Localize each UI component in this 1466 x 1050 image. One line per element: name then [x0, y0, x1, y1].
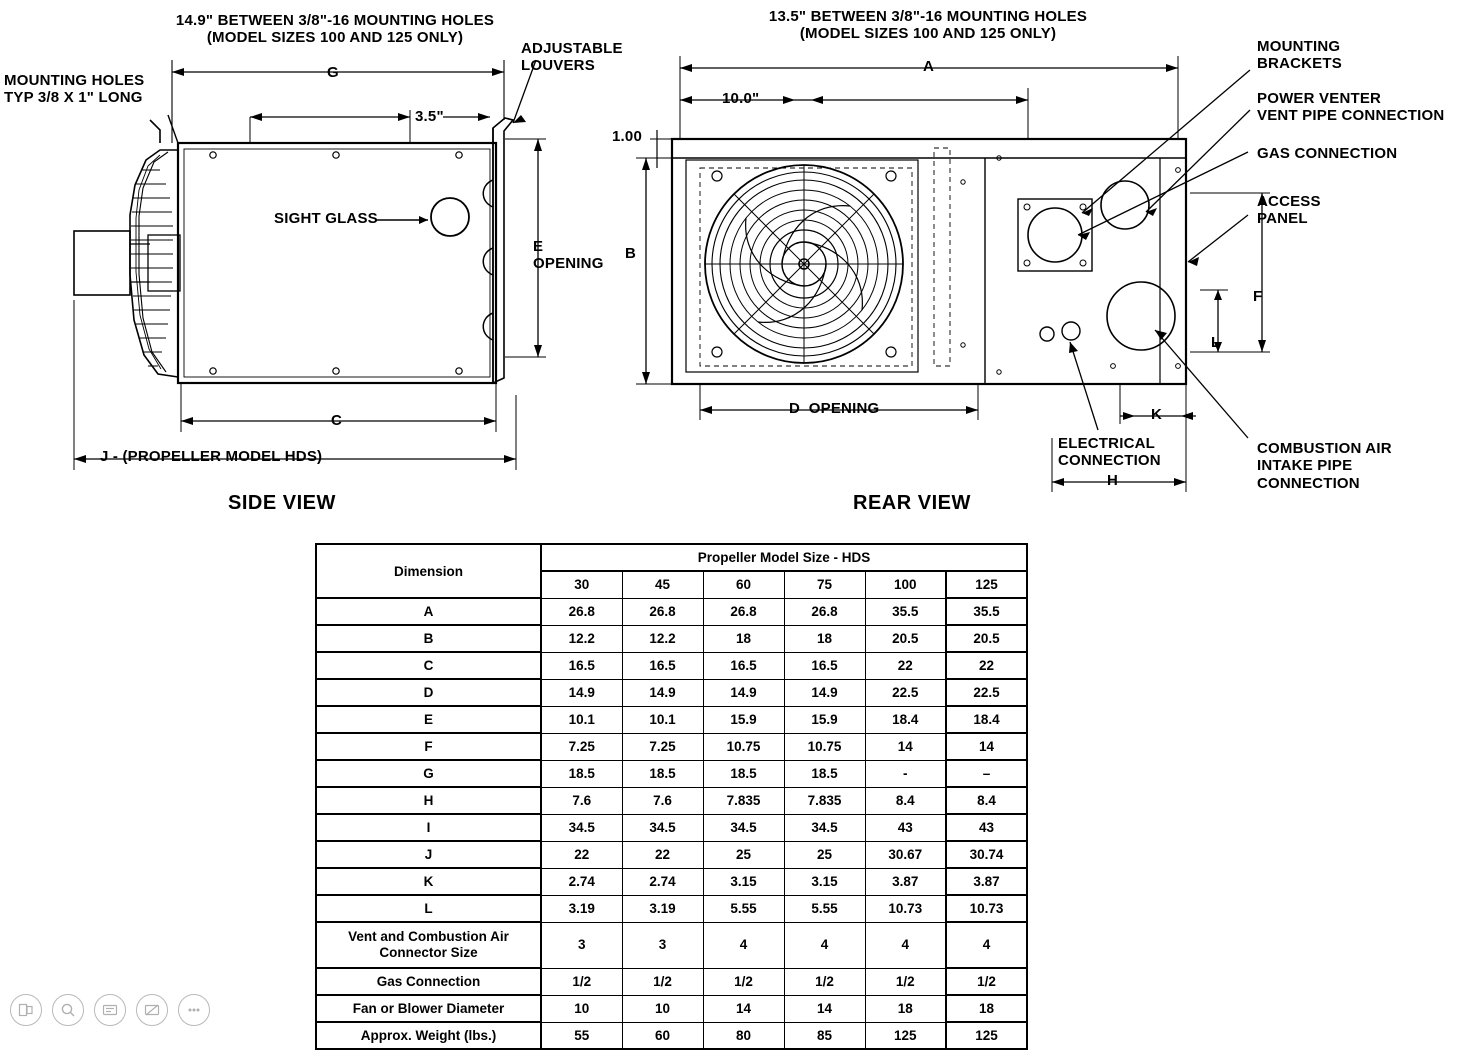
table-cell: 2.74	[541, 868, 622, 895]
adjustable-louvers-label: ADJUSTABLE LOUVERS	[521, 40, 623, 75]
table-cell: 8.4	[946, 787, 1027, 814]
table-cell: 125	[865, 1022, 946, 1049]
table-cell: 14.9	[703, 679, 784, 706]
sight-glass-label: SIGHT GLASS	[274, 210, 378, 227]
table-row	[316, 841, 1027, 868]
table-cell: 80	[703, 1022, 784, 1049]
table-cell: 26.8	[703, 598, 784, 625]
table-cell: 10	[541, 995, 622, 1022]
dimension-3-5-label: 3.5"	[415, 108, 444, 125]
table-cell: 14.9	[784, 679, 865, 706]
table-header-row-group	[316, 544, 1027, 571]
table-cell: 7.25	[622, 733, 703, 760]
table-cell: 3	[622, 922, 703, 968]
table-cell: 14	[946, 733, 1027, 760]
row-label-cell: K	[316, 868, 541, 895]
table-cell: 12.2	[622, 625, 703, 652]
table-cell: 25	[784, 841, 865, 868]
table-cell: 3.87	[865, 868, 946, 895]
table-cell: 3	[541, 922, 622, 968]
dimension-f-label: F	[1253, 288, 1263, 305]
table-row	[316, 706, 1027, 733]
row-label-cell: Vent and Combustion Air Connector Size	[316, 922, 541, 968]
table-cell: 14	[865, 733, 946, 760]
table-cell: 10.75	[703, 733, 784, 760]
table-cell: 1/2	[784, 968, 865, 995]
dimension-h-label: H	[1107, 472, 1119, 489]
table-cell: 18.4	[946, 706, 1027, 733]
table-cell: 25	[703, 841, 784, 868]
table-cell: 30.74	[946, 841, 1027, 868]
row-label-cell: H	[316, 787, 541, 814]
size-header-cell: 125	[946, 571, 1027, 598]
table-cell: 10.73	[865, 895, 946, 922]
table-cell: 7.835	[784, 787, 865, 814]
table-cell: 26.8	[622, 598, 703, 625]
row-label-cell: E	[316, 706, 541, 733]
dimension-g-label: G	[327, 64, 339, 81]
table-cell: 5.55	[703, 895, 784, 922]
table-cell: 60	[622, 1022, 703, 1049]
table-cell: 35.5	[946, 598, 1027, 625]
table-cell: 18	[703, 625, 784, 652]
size-header-cell: 60	[703, 571, 784, 598]
side-view-title: SIDE VIEW	[228, 492, 336, 514]
row-label-cell: Gas Connection	[316, 968, 541, 995]
table-cell: 3.15	[703, 868, 784, 895]
table-cell: 18	[865, 995, 946, 1022]
row-label-cell: C	[316, 652, 541, 679]
table-cell: 3.19	[622, 895, 703, 922]
power-venter-label: POWER VENTER VENT PIPE CONNECTION	[1257, 90, 1445, 125]
row-label-cell: A	[316, 598, 541, 625]
table-cell: 1/2	[946, 968, 1027, 995]
table-cell: 22	[622, 841, 703, 868]
table-cell: 14	[703, 995, 784, 1022]
table-cell: 4	[865, 922, 946, 968]
dimension-a-label: A	[923, 58, 935, 75]
table-cell: 16.5	[784, 652, 865, 679]
table-cell: 10	[622, 995, 703, 1022]
table-cell: 20.5	[865, 625, 946, 652]
table-cell: 4	[946, 922, 1027, 968]
table-cell: 10.1	[541, 706, 622, 733]
row-label-cell: J	[316, 841, 541, 868]
table-cell: 14	[784, 995, 865, 1022]
table-row	[316, 625, 1027, 652]
table-cell: 16.5	[703, 652, 784, 679]
table-row	[316, 895, 1027, 922]
table-cell: 5.55	[784, 895, 865, 922]
size-header-cell: 30	[541, 571, 622, 598]
table-cell: 3.15	[784, 868, 865, 895]
table-cell: 20.5	[946, 625, 1027, 652]
table-cell: 7.6	[541, 787, 622, 814]
table-row	[316, 787, 1027, 814]
table-cell: 55	[541, 1022, 622, 1049]
table-cell: 34.5	[541, 814, 622, 841]
table-cell: 8.4	[865, 787, 946, 814]
table-cell: 7.6	[622, 787, 703, 814]
row-label-cell: Approx. Weight (lbs.)	[316, 1022, 541, 1049]
dimension-k-label: K	[1151, 406, 1163, 423]
table-cell: –	[946, 760, 1027, 787]
side-view-mounting-holes-typ-label: MOUNTING HOLES TYP 3/8 X 1" LONG	[4, 72, 145, 107]
table-cell: 10.73	[946, 895, 1027, 922]
table-row	[316, 814, 1027, 841]
size-header-cell: 45	[622, 571, 703, 598]
table-cell: 1/2	[865, 968, 946, 995]
combustion-air-label: COMBUSTION AIR INTAKE PIPE CONNECTION	[1257, 440, 1392, 492]
table-cell: 10.75	[784, 733, 865, 760]
table-cell: 16.5	[541, 652, 622, 679]
table-row	[316, 760, 1027, 787]
table-cell: 22.5	[946, 679, 1027, 706]
table-cell: 2.74	[622, 868, 703, 895]
rear-view-mounting-holes-note: 13.5" BETWEEN 3/8"-16 MOUNTING HOLES (MODEL SIZES 100 AND 125 ONLY)	[768, 8, 1088, 43]
table-cell: 35.5	[865, 598, 946, 625]
table-cell: 43	[946, 814, 1027, 841]
table-row	[316, 868, 1027, 895]
table-cell: 34.5	[703, 814, 784, 841]
table-cell: 15.9	[784, 706, 865, 733]
table-row	[316, 598, 1027, 625]
zoom-icon[interactable]	[52, 994, 84, 1026]
table-row	[316, 679, 1027, 706]
table-cell: 18.5	[703, 760, 784, 787]
hide-annotations-icon[interactable]	[136, 994, 168, 1026]
electrical-connection-label: ELECTRICAL CONNECTION	[1058, 435, 1161, 470]
table-cell: 22.5	[865, 679, 946, 706]
dimension-b-label: B	[625, 245, 637, 262]
page-layout-icon[interactable]	[10, 994, 42, 1026]
table-cell: 22	[865, 652, 946, 679]
table-cell: 1/2	[622, 968, 703, 995]
table-cell: 15.9	[703, 706, 784, 733]
row-label-cell: D	[316, 679, 541, 706]
table-cell: 16.5	[622, 652, 703, 679]
table-cell: 10.1	[622, 706, 703, 733]
row-label-cell: B	[316, 625, 541, 652]
table-row	[316, 733, 1027, 760]
table-cell: 1/2	[541, 968, 622, 995]
table-cell: 4	[784, 922, 865, 968]
table-cell: 18	[784, 625, 865, 652]
table-cell: 22	[946, 652, 1027, 679]
dimension-d-opening-label: D OPENING	[789, 400, 880, 417]
gas-connection-label: GAS CONNECTION	[1257, 145, 1398, 162]
mounting-brackets-label: MOUNTING BRACKETS	[1257, 38, 1342, 73]
table-cell: 30.67	[865, 841, 946, 868]
row-label-cell: G	[316, 760, 541, 787]
table-cell: 3.87	[946, 868, 1027, 895]
dimension-10-label: 10.0"	[722, 90, 760, 107]
rear-view-title: REAR VIEW	[853, 492, 971, 514]
table-cell: 22	[541, 841, 622, 868]
row-label-cell: Fan or Blower Diameter	[316, 995, 541, 1022]
table-cell: 18.5	[541, 760, 622, 787]
table-cell: 43	[865, 814, 946, 841]
table-cell: 26.8	[784, 598, 865, 625]
row-label-cell: L	[316, 895, 541, 922]
dimension-1-00-label: 1.00	[612, 128, 642, 145]
access-panel-label: ACCESS PANEL	[1257, 193, 1321, 228]
dimension-header-cell: Dimension	[316, 544, 541, 598]
size-header-cell: 75	[784, 571, 865, 598]
model-size-group-header: Propeller Model Size - HDS	[541, 544, 1027, 571]
table-cell: 34.5	[784, 814, 865, 841]
table-row	[316, 922, 1027, 968]
table-cell: 18.4	[865, 706, 946, 733]
table-cell: 7.835	[703, 787, 784, 814]
table-cell: 1/2	[703, 968, 784, 995]
table-cell: 18	[946, 995, 1027, 1022]
side-view-mounting-holes-note: 14.9" BETWEEN 3/8"-16 MOUNTING HOLES (MODEL SIZES 100 AND 125 ONLY)	[175, 12, 495, 47]
table-cell: 14.9	[622, 679, 703, 706]
dimension-e-opening-label: E OPENING	[533, 238, 604, 273]
table-cell: 18.5	[784, 760, 865, 787]
table-row	[316, 968, 1027, 995]
table-head	[316, 544, 1027, 598]
dimension-c-label: C	[331, 412, 343, 429]
viewer-toolbar[interactable]	[10, 994, 210, 1026]
table-cell: 26.8	[541, 598, 622, 625]
specification-table	[315, 543, 1028, 1050]
table-cell: 14.9	[541, 679, 622, 706]
row-label-cell: I	[316, 814, 541, 841]
table-cell: -	[865, 760, 946, 787]
table-cell: 7.25	[541, 733, 622, 760]
table-row	[316, 652, 1027, 679]
more-options-icon[interactable]	[178, 994, 210, 1026]
dimension-l-label: L	[1211, 334, 1221, 351]
table-cell: 4	[703, 922, 784, 968]
table-cell: 34.5	[622, 814, 703, 841]
table-cell: 12.2	[541, 625, 622, 652]
row-label-cell: F	[316, 733, 541, 760]
table-cell: 85	[784, 1022, 865, 1049]
dimension-j-label: J - (PROPELLER MODEL HDS)	[100, 448, 323, 465]
table-row	[316, 1022, 1027, 1049]
comment-icon[interactable]	[94, 994, 126, 1026]
table-row	[316, 995, 1027, 1022]
table-cell: 3.19	[541, 895, 622, 922]
size-header-cell: 100	[865, 571, 946, 598]
table-body	[316, 598, 1027, 1049]
table-cell: 125	[946, 1022, 1027, 1049]
table-cell: 18.5	[622, 760, 703, 787]
